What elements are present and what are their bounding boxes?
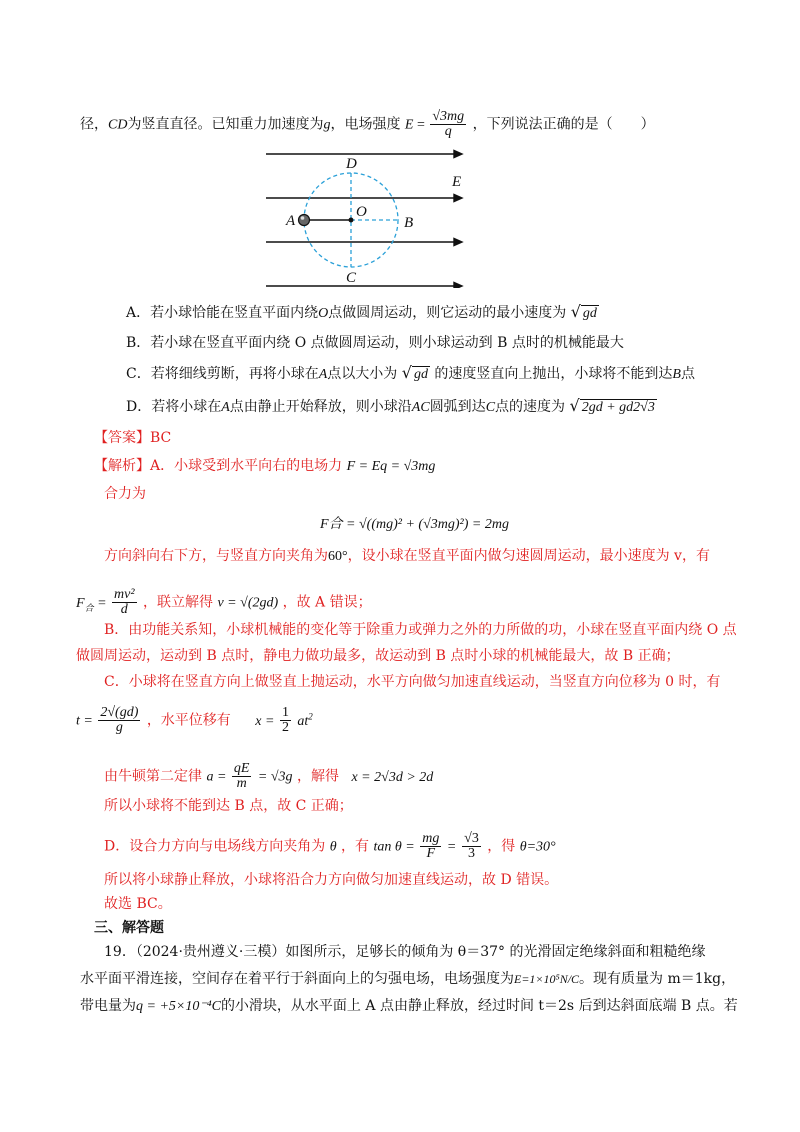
stem-text: ，下列说法正确的是（ ） (472, 116, 655, 133)
analysis-minspeed: $F_合$ = $\frac{\text{mv²}}{d}$ ，联立解得 v = √(2gd) ，故 A 错误； (76, 587, 372, 617)
label-d: D (346, 156, 357, 172)
stem-text: ，电场强度 (330, 116, 401, 133)
option-b: B．若小球在竖直平面内绕 O 点做圆周运动，则小球运动到 B 点时的机械能最大 (126, 335, 624, 351)
question-stem: 径，CD为竖直直径。已知重力加速度为g，电场强度 E = $\frac{√3mg}{q}$ ，下列说法正确的是（ ） (80, 109, 655, 139)
analysis-d: D．设合力方向与电场线方向夹角为 θ ，有 tan θ = $\frac{mg}{F}$ = $\frac{√3}{3}$ ，得 θ=30° (104, 831, 556, 861)
formula-e: E (404, 117, 414, 133)
sqrt-gd: √ gd (401, 363, 428, 382)
label-b: B (404, 215, 414, 231)
q19-line-2: 水平面平滑连接，空间存在着平行于斜面向上的匀强电场，电场强度为E=1×10⁵N/C。现有质量为 m＝1kg， (80, 971, 736, 987)
analysis-final: 故选 BC。 (104, 896, 172, 912)
field-diagram (262, 148, 472, 288)
sqrt-gd: √ gd (570, 302, 597, 321)
label-e: E (452, 174, 462, 190)
analysis-b-1: B．由功能关系知，小球机械能的变化等于除重力或弹力之外的力所做的功，小球在竖直平面内绕 O 点 (104, 622, 737, 638)
stem-text: 径， (80, 116, 108, 133)
q19-line-3: 带电量为q = +5×10⁻⁴C的小滑块，从水平面上 A 点由静止释放，经过时间 t＝2s 后到达斜面底端 B 点。若 (80, 998, 738, 1014)
label-o: O (356, 204, 367, 220)
stem-g: g (323, 117, 331, 133)
answer: 【答案】BC (94, 430, 172, 446)
stem-cd: CD (108, 117, 128, 133)
formula-fhe: F合 = √((mg)² + (√3mg)²) = 2mg (320, 517, 509, 532)
analysis-b-2: 做圆周运动，运动到 B 点时，静电力做功最多，故运动到 B 点时小球的机械能最大，故 B 正确； (76, 648, 680, 664)
sqrt-expr: √ 2gd + gd2√3 (569, 396, 655, 415)
option-d: D．若将小球在A点由静止开始释放，则小球沿AC圆弧到达C点的速度为 √ 2gd + gd2√3 (126, 396, 657, 418)
analysis-d-conc: 所以将小球静止释放，小球将沿合力方向做匀加速直线运动，故 D 错误。 (104, 872, 559, 888)
analysis-a: 【解析】A．小球受到水平向右的电场力 F = Eq = √3mg (94, 458, 436, 474)
label-a: A (286, 213, 296, 229)
option-a: A．若小球恰能在竖直平面内绕O点做圆周运动，则它运动的最小速度为 √ gd (126, 302, 599, 324)
analysis-newton: 由牛顿第二定律 a = $\frac{qE}{m}$ = √3g ，解得 x = 2√3d > 2d (104, 761, 434, 791)
option-c: C．若将细线剪断，再将小球在A点以大小为 √ gd 的速度竖直向上抛出，小球将不能到达B点 (126, 363, 695, 385)
q19-line-1: 19．（2024·贵州遵义·三模）如图所示，足够长的倾角为 θ＝37° 的光滑固定绝缘斜面和粗糙绝缘 (104, 944, 706, 960)
analysis-direction: 方向斜向右下方，与竖直方向夹角为60°，设小球在竖直平面内做匀速圆周运动，最小速度为 v，有 (104, 548, 710, 564)
analysis-c-2: t = $\frac{2√(gd)}{g}$ ，水平位移有 x = $\frac{1}{2}$ $at^2$ (76, 705, 313, 736)
section-heading: 三、解答题 (94, 920, 164, 936)
stem-text: 为竖直直径。已知重力加速度为 (127, 116, 324, 133)
analysis-c-1: C．小球将在竖直方向上做竖直上抛运动，水平方向做匀加速直线运动，当竖直方向位移为 0 时，有 (104, 674, 721, 690)
label-c: C (346, 270, 357, 286)
formula-e-fraction: $\frac{√3mg}{q}$ (432, 109, 465, 139)
analysis-heli: 合力为 (104, 486, 146, 502)
analysis-c-conc: 所以小球将不能到达 B 点，故 C 正确； (104, 798, 353, 814)
